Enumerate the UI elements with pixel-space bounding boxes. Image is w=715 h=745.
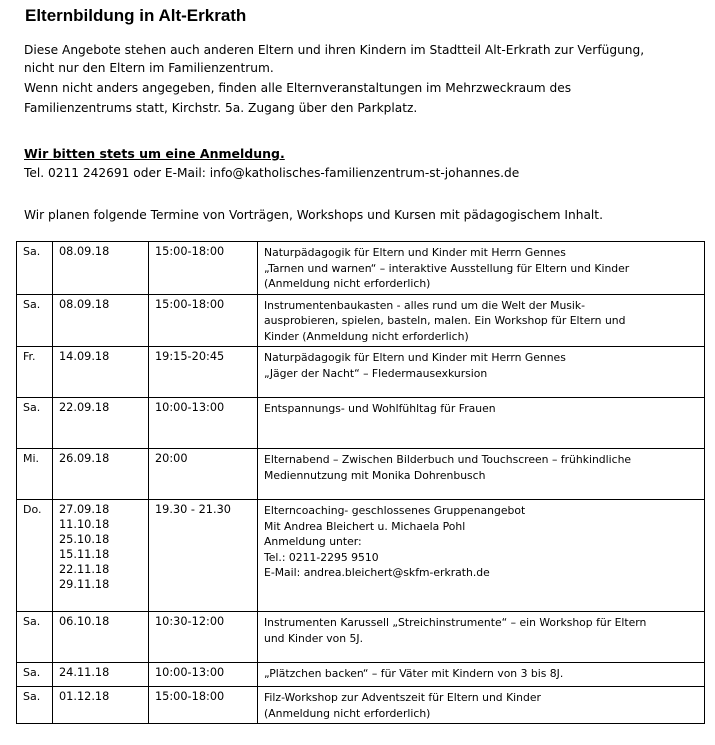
event-dates: [53, 242, 149, 295]
event-description-line: Mediennutzung mit Monika Dohrenbusch: [264, 468, 486, 482]
event-description-line: Filz-Workshop zur Adventszeit für Eltern und Kinder: [264, 691, 541, 704]
event-date: 08.09.18: [59, 297, 110, 311]
event-description: [258, 663, 705, 687]
intro-line-3: Wenn nicht anders angegeben, finden alle Elternveranstaltungen im Mehrzweckraum des: [24, 81, 572, 95]
event-dates: [53, 663, 149, 687]
event-description-line: Entspannungs- und Wohlfühltag für Frauen: [264, 402, 496, 415]
intro-line-1: Diese Angebote stehen auch anderen Eltern und ihren Kindern im Stadtteil Alt-Erkrath zur Verfügung,: [24, 43, 645, 57]
event-day: Sa.: [17, 398, 53, 449]
event-time: 19.30 - 21.30: [149, 500, 258, 612]
event-description-line: Anmeldung unter:: [264, 535, 362, 548]
event-day: Sa.: [17, 294, 53, 347]
event-time: 15:00-18:00: [149, 242, 258, 295]
event-description: [258, 242, 705, 295]
event-day: Fr.: [17, 347, 53, 398]
event-description: [258, 449, 705, 500]
contact-line: Tel. 0211 242691 oder E-Mail: info@katholisches-familienzentrum-st-johannes.de: [24, 166, 520, 180]
event-description-line: ausprobieren, spielen, basteln, malen. Ein Workshop für Eltern und: [264, 314, 626, 327]
event-day: Sa.: [17, 242, 53, 295]
event-description-line: (Anmeldung nicht erforderlich): [264, 277, 431, 290]
event-description: [258, 500, 705, 612]
event-description-line: Tel.: 0211-2295 9510: [264, 550, 379, 564]
event-dates: [53, 347, 149, 398]
event-time: 10:30-12:00: [149, 612, 258, 663]
event-time: 15:00-18:00: [149, 687, 258, 724]
event-description: [258, 294, 705, 347]
event-time: 10:00-13:00: [149, 398, 258, 449]
event-description: [258, 612, 705, 663]
event-row: [17, 449, 705, 500]
event-date: 14.09.18: [59, 350, 110, 363]
event-description-line: „Jäger der Nacht“ – Fledermausexkursion: [264, 366, 488, 380]
event-dates: [53, 687, 149, 724]
event-row: [17, 612, 705, 663]
intro-line-4: Familienzentrums statt, Kirchstr. 5a. Zugang über den Parkplatz.: [24, 101, 418, 115]
event-date: 22.11.18: [59, 563, 110, 576]
event-description: [258, 398, 705, 449]
event-row: [17, 663, 705, 687]
registration-heading: Wir bitten stets um eine Anmeldung.: [24, 146, 285, 161]
event-description-line: Naturpädagogik für Eltern und Kinder mit Herrn Gennes: [264, 351, 566, 364]
event-date: 24.11.18: [59, 666, 110, 679]
event-date: 29.11.18: [59, 578, 110, 591]
event-description: [258, 687, 705, 724]
event-dates: [53, 449, 149, 500]
event-row: [17, 500, 705, 612]
event-description-line: „Plätzchen backen“ – für Väter mit Kindern von 3 bis 8J.: [264, 667, 564, 680]
event-description-line: „Tarnen und warnen“ – interaktive Ausstellung für Eltern und Kinder: [264, 261, 630, 275]
event-date: 06.10.18: [59, 615, 110, 628]
event-row: [17, 398, 705, 449]
event-time: 10:00-13:00: [149, 663, 258, 687]
event-dates: [53, 500, 149, 612]
event-description-line: Naturpädagogik für Eltern und Kinder mit Herrn Gennes: [264, 246, 566, 259]
event-date: 15.11.18: [59, 548, 110, 561]
event-day: Mi.: [17, 449, 53, 500]
intro-line-2: nicht nur den Eltern im Familienzentrum.: [24, 61, 274, 75]
event-date: 26.09.18: [59, 452, 110, 465]
event-description-line: Elterncoaching- geschlossenes Gruppenangebot: [264, 504, 526, 517]
event-description: [258, 347, 705, 398]
event-date: 11.10.18: [59, 518, 110, 531]
event-time: 15:00-18:00: [149, 294, 258, 347]
event-description-line: (Anmeldung nicht erforderlich): [264, 706, 431, 720]
event-row: [17, 242, 705, 295]
event-date: 25.10.18: [59, 533, 110, 546]
event-dates: [53, 612, 149, 663]
event-day: Sa.: [17, 663, 53, 687]
event-description-line: Mit Andrea Bleichert u. Michaela Pohl: [264, 519, 466, 533]
event-dates: [53, 398, 149, 449]
event-day: Sa.: [17, 612, 53, 663]
event-dates: [53, 294, 149, 347]
event-description-line: Elternabend – Zwischen Bilderbuch und Touchscreen – frühkindliche: [264, 453, 632, 466]
page-title: Elternbildung in Alt-Erkrath: [25, 6, 247, 25]
event-date: 27.09.18: [59, 503, 110, 516]
event-day: Do.: [17, 500, 53, 612]
event-time: 20:00: [149, 449, 258, 500]
event-row: [17, 687, 705, 724]
event-description-line: und Kinder von 5J.: [264, 631, 364, 645]
event-date: 01.12.18: [59, 690, 110, 703]
event-description-line: E-Mail: andrea.bleichert@skfm-erkrath.de: [264, 566, 490, 579]
event-date: 22.09.18: [59, 401, 110, 414]
event-row: [17, 347, 705, 398]
event-row: [17, 294, 705, 347]
event-day: Sa.: [17, 687, 53, 724]
event-description-line: Instrumentenbaukasten - alles rund um die Welt der Musik-: [264, 298, 586, 312]
event-description-line: Kinder (Anmeldung nicht erforderlich): [264, 329, 469, 343]
event-description-line: Instrumenten Karussell „Streichinstrumente“ – ein Workshop für Eltern: [264, 616, 647, 629]
plan-line: Wir planen folgende Termine von Vorträgen, Workshops und Kursen mit pädagogischem Inhalt.: [24, 208, 603, 222]
event-time: 19:15-20:45: [149, 347, 258, 398]
events-table-body: [17, 242, 705, 724]
event-date: 08.09.18: [59, 245, 110, 258]
events-table: [16, 241, 705, 724]
